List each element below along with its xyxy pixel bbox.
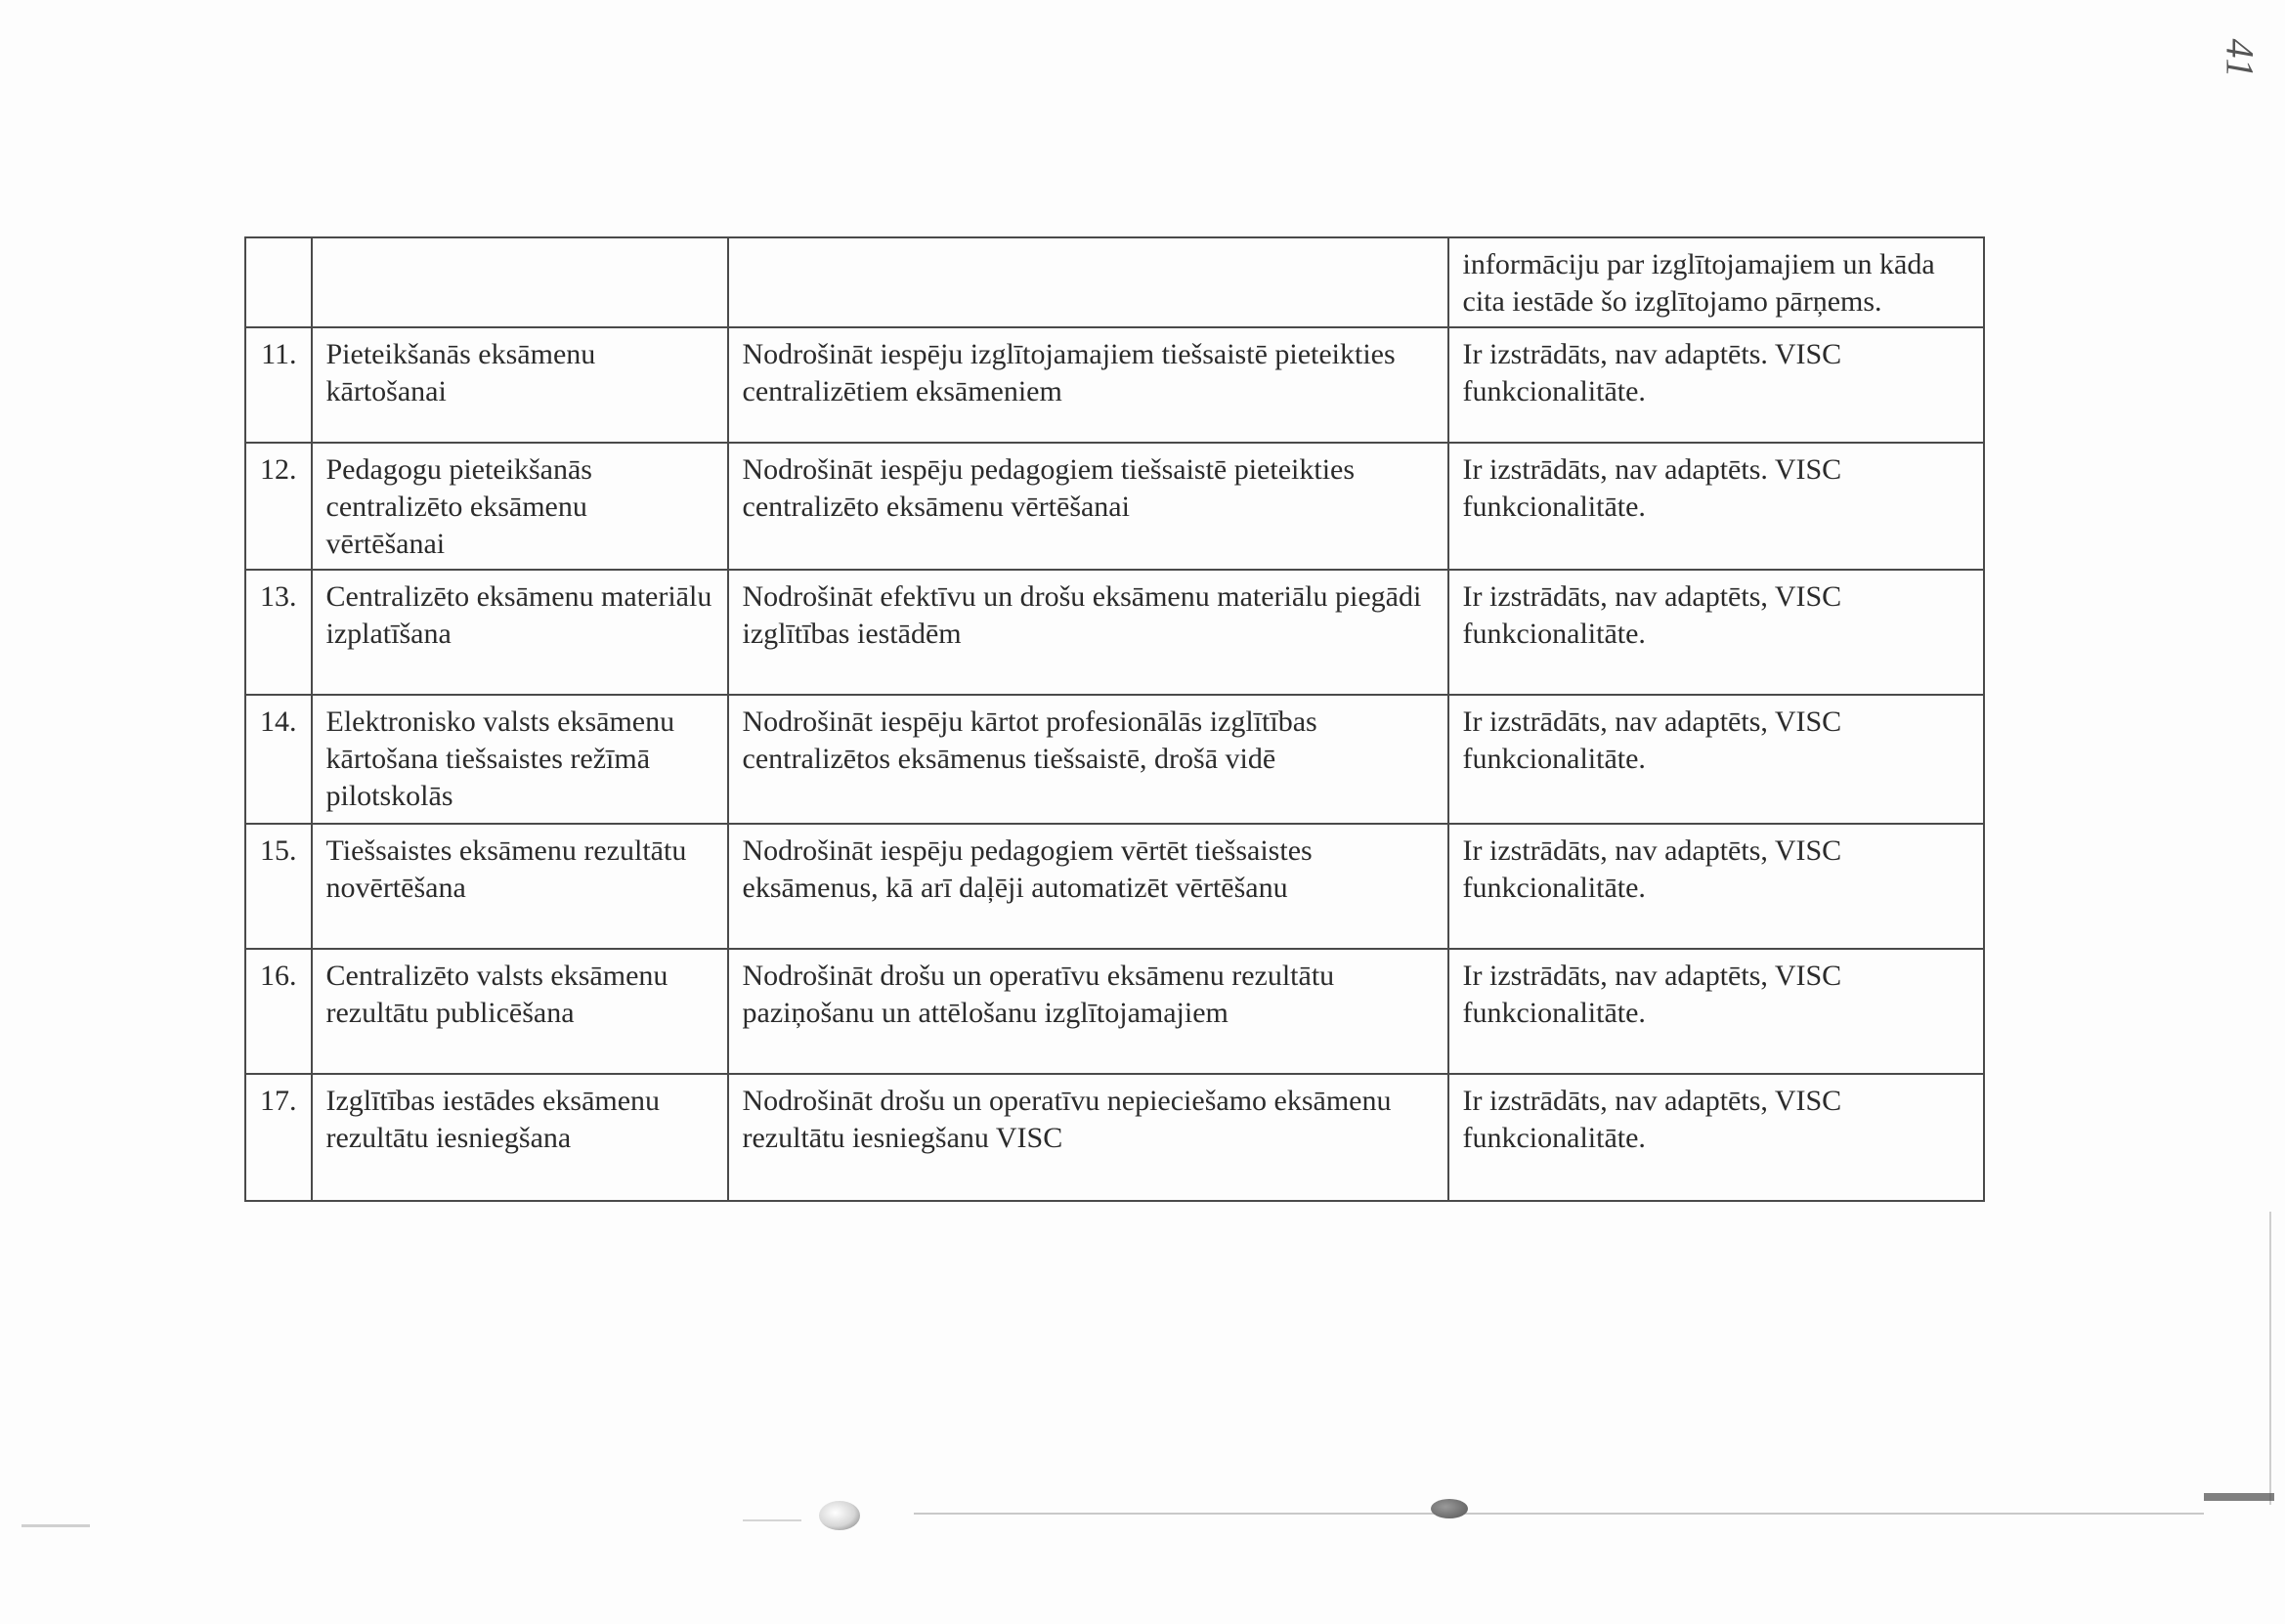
row-goal: Nodrošināt iespēju izglītojamajiem tiešsaistē pieteikties centralizētiem eksāmeniem bbox=[728, 327, 1448, 443]
table-row bbox=[245, 949, 1984, 1074]
row-number: 16. bbox=[245, 949, 312, 1074]
row-goal: Nodrošināt drošu un operatīvu nepieciešamo eksāmenu rezultātu iesniegšanu VISC bbox=[728, 1074, 1448, 1201]
row-status: Ir izstrādāts, nav adaptēts, VISC funkcionalitāte. bbox=[1448, 695, 1984, 824]
table-row bbox=[245, 1074, 1984, 1201]
row-goal: Nodrošināt iespēju pedagogiem vērtēt tiešsaistes eksāmenus, kā arī daļēji automatizēt vērtēšanu bbox=[728, 824, 1448, 949]
row-name: Elektronisko valsts eksāmenu kārtošana tiešsaistes režīmā pilotskolās bbox=[312, 695, 728, 824]
scan-line bbox=[914, 1513, 2204, 1515]
page-number: 41 bbox=[2218, 38, 2263, 78]
punch-hole-mark bbox=[819, 1501, 860, 1530]
row-status: Ir izstrādāts, nav adaptēts, VISC funkcionalitāte. bbox=[1448, 949, 1984, 1074]
row-goal: Nodrošināt iespēju kārtot profesionālās izglītības centralizētos eksāmenus tiešsaistē, drošā vidē bbox=[728, 695, 1448, 824]
table-row bbox=[245, 237, 1984, 327]
row-number: 11. bbox=[245, 327, 312, 443]
scan-line bbox=[743, 1519, 801, 1521]
row-number: 14. bbox=[245, 695, 312, 824]
row-number: 13. bbox=[245, 570, 312, 695]
row-number: 17. bbox=[245, 1074, 312, 1201]
row-goal: Nodrošināt iespēju pedagogiem tiešsaistē pieteikties centralizēto eksāmenu vērtēšanai bbox=[728, 443, 1448, 570]
row-goal: Nodrošināt drošu un operatīvu eksāmenu rezultātu paziņošanu un attēlošanu izglītojamajiem bbox=[728, 949, 1448, 1074]
functionality-table bbox=[244, 236, 1985, 1202]
row-status: Ir izstrādāts, nav adaptēts, VISC funkcionalitāte. bbox=[1448, 1074, 1984, 1201]
row-status: Ir izstrādāts, nav adaptēts, VISC funkcionalitāte. bbox=[1448, 824, 1984, 949]
punch-hole-mark bbox=[1431, 1499, 1468, 1518]
row-status: Ir izstrādāts, nav adaptēts. VISC funkcionalitāte. bbox=[1448, 327, 1984, 443]
row-name: Pieteikšanās eksāmenu kārtošanai bbox=[312, 327, 728, 443]
row-name: Centralizēto eksāmenu materiālu izplatīšana bbox=[312, 570, 728, 695]
row-name: Pedagogu pieteikšanās centralizēto eksāmenu vērtēšanai bbox=[312, 443, 728, 570]
table-row bbox=[245, 824, 1984, 949]
row-number: 12. bbox=[245, 443, 312, 570]
row-name: Izglītības iestādes eksāmenu rezultātu iesniegšana bbox=[312, 1074, 728, 1201]
row-goal: Nodrošināt efektīvu un drošu eksāmenu materiālu piegādi izglītības iestādēm bbox=[728, 570, 1448, 695]
scan-line bbox=[22, 1524, 90, 1527]
row-number: 15. bbox=[245, 824, 312, 949]
scan-line bbox=[2204, 1493, 2274, 1501]
row-name: Centralizēto valsts eksāmenu rezultātu publicēšana bbox=[312, 949, 728, 1074]
table-row bbox=[245, 327, 1984, 443]
table-row bbox=[245, 443, 1984, 570]
row-status: informāciju par izglītojamajiem un kāda cita iestāde šo izglītojamo pārņems. bbox=[1448, 237, 1984, 327]
row-goal bbox=[728, 237, 1448, 327]
table-row bbox=[245, 695, 1984, 824]
row-number bbox=[245, 237, 312, 327]
row-status: Ir izstrādāts, nav adaptēts, VISC funkcionalitāte. bbox=[1448, 570, 1984, 695]
row-status: Ir izstrādāts, nav adaptēts. VISC funkcionalitāte. bbox=[1448, 443, 1984, 570]
table-row bbox=[245, 570, 1984, 695]
scan-edge-line bbox=[2269, 1212, 2271, 1505]
row-name bbox=[312, 237, 728, 327]
row-name: Tiešsaistes eksāmenu rezultātu novērtēšana bbox=[312, 824, 728, 949]
